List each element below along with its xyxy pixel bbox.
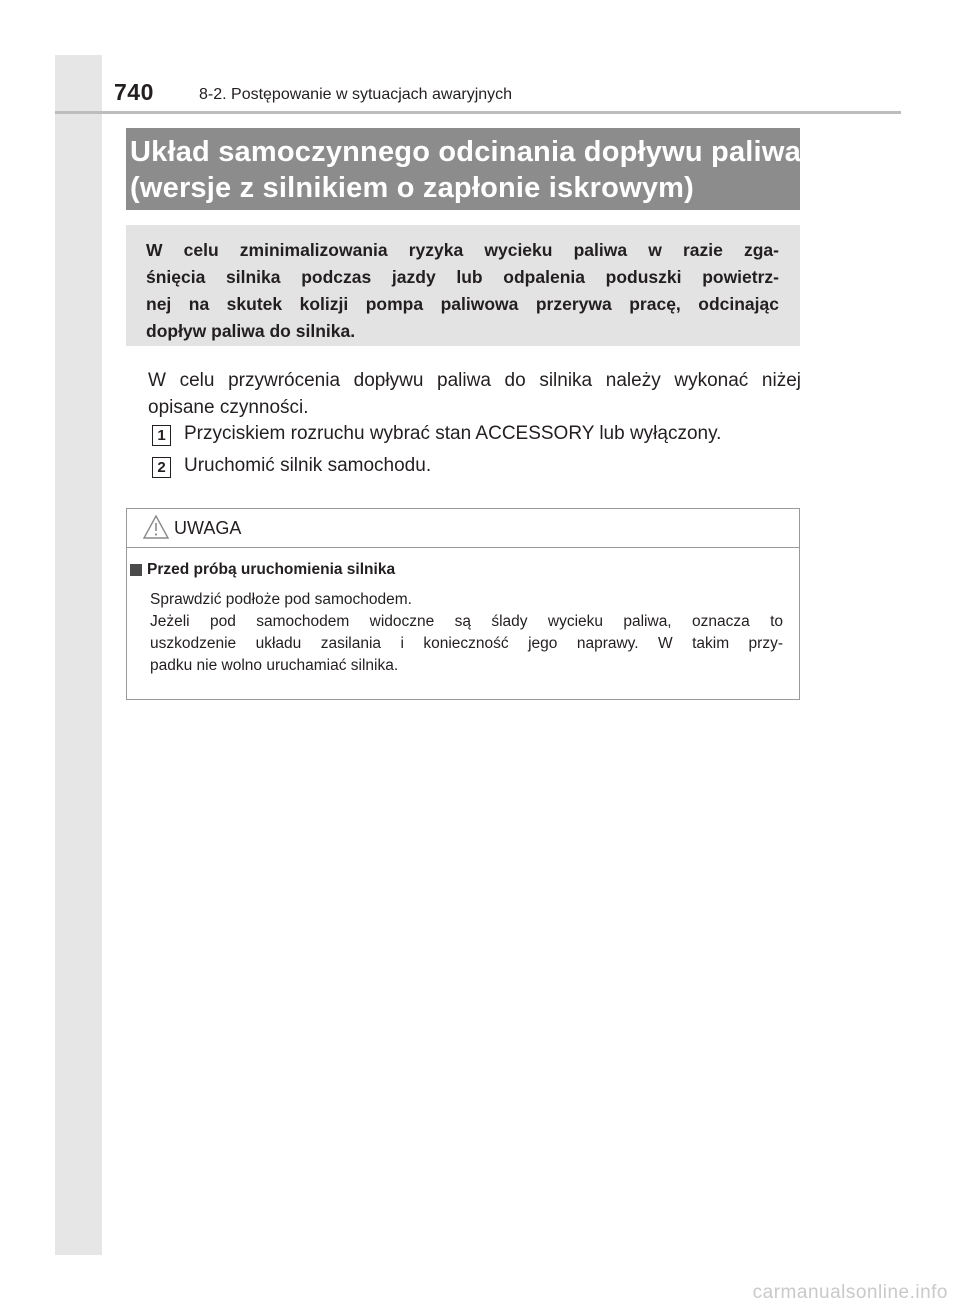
side-strip bbox=[55, 55, 102, 1255]
caution-label: UWAGA bbox=[174, 518, 242, 538]
header-rule bbox=[55, 111, 901, 114]
caution-text-line: uszkodzenie układu zasilania i konieczność jego naprawy. W takim przy- bbox=[150, 635, 783, 652]
caution-box bbox=[126, 508, 800, 700]
step-number-badge: 1 bbox=[152, 425, 171, 446]
page-number: 740 bbox=[114, 79, 154, 105]
step-number-badge: 2 bbox=[152, 457, 171, 478]
watermark: carmanualsonline.info bbox=[752, 1282, 948, 1303]
square-bullet-icon bbox=[130, 564, 142, 576]
section-title-line-1: Układ samoczynnego odcinania dopływu paliwa bbox=[130, 136, 801, 168]
caution-text-line: Jeżeli pod samochodem widoczne są ślady wycieku paliwa, oznacza to bbox=[150, 613, 783, 630]
step-text: Przyciskiem rozruchu wybrać stan ACCESSORY lub wyłączony. bbox=[184, 423, 722, 444]
step-text: Uruchomić silnik samochodu. bbox=[184, 455, 432, 476]
intro-box bbox=[126, 225, 800, 346]
chapter-title: 8-2. Postępowanie w sytuacjach awaryjnych bbox=[199, 86, 513, 103]
body-paragraph-line: W celu przywrócenia dopływu paliwa do silnika należy wykonać niżej bbox=[148, 370, 801, 391]
body-paragraph-line: opisane czynności. bbox=[148, 397, 309, 418]
caution-text-line: padku nie wolno uruchamiać silnika. bbox=[150, 657, 399, 674]
caution-header bbox=[127, 509, 799, 548]
warning-triangle-icon bbox=[143, 515, 169, 539]
caution-text-line: Sprawdzić podłoże pod samochodem. bbox=[150, 591, 412, 608]
intro-line: nej na skutek kolizji pompa paliwowa przerywa pracę, odcinając bbox=[146, 294, 779, 314]
intro-line: śnięcia silnika podczas jazdy lub odpalenia poduszki powietrz- bbox=[146, 267, 779, 287]
intro-line: W celu zminimalizowania ryzyka wycieku paliwa w razie zga- bbox=[146, 240, 779, 260]
section-title-line-2: (wersje z silnikiem o zapłonie iskrowym) bbox=[130, 172, 695, 204]
section-title-box bbox=[126, 128, 800, 210]
intro-line: dopływ paliwa do silnika. bbox=[146, 321, 356, 341]
caution-subheading: Przed próbą uruchomienia silnika bbox=[147, 561, 396, 578]
